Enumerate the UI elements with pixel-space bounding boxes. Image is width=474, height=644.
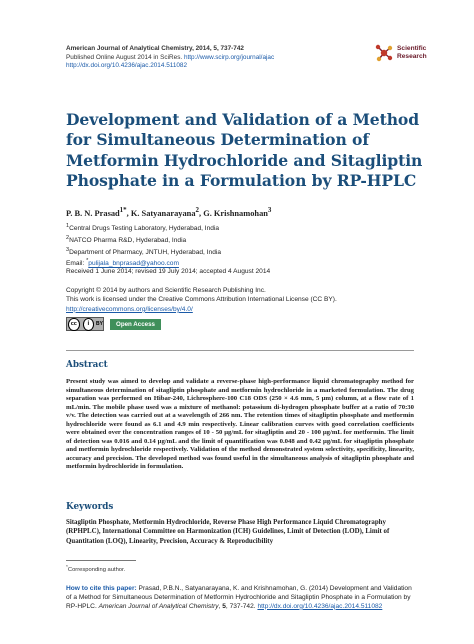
affiliations	[66, 222, 221, 269]
citation-doi-link[interactable]: http://dx.doi.org/10.4236/ajac.2014.511082	[257, 602, 383, 610]
footnote-divider	[66, 560, 136, 561]
keywords-text: Sitagliptin Phosphate, Metformin Hydrochloride, Reverse Phase High Performance Liquid Chromatography (RPHPLC), International Committee on Harmonization (ICH) Guidelines, Limit of Detection (LOD), Limit of Quantitation (LOQ), Linearity, Precision, Accuracy & Reproducibility	[66, 519, 390, 545]
abstract-heading: Abstract	[66, 360, 108, 370]
license-badges	[66, 317, 161, 331]
copyright-block	[66, 286, 337, 314]
author: P. B. N. Prasad$^{1*}$,	[66, 206, 131, 218]
journal-header	[66, 45, 356, 71]
molecule-logo-icon	[374, 43, 394, 63]
section-divider	[66, 350, 414, 351]
publisher-logo	[374, 43, 427, 63]
citation-block: How to cite this paper: Prasad, P.B.N., Satyanarayana, K. and Krishnamohan, G. (2014) Development and Validation of a Method for Simultaneous Determination of Metformin Hydrochloride and Sitagliptin Phosphate in a Formulation by RP-HPLC. American Journal of Analytical Chemistry, 5, 737-742. http://dx.doi.org/10.4236/ajac.2014.511082	[66, 585, 412, 610]
paper-title: Development and Validation of a Method for Simultaneous Determination of Metformin Hydrochloride and Sitagliptin Phosphate in a Formulation by RP-HPLC	[66, 110, 423, 191]
cc-by-badge-icon[interactable]: cc i BY	[66, 317, 104, 331]
author-list	[66, 206, 271, 218]
journal-link[interactable]: http://www.scirp.org/journal/ajac	[183, 53, 275, 61]
doi-link[interactable]: http://dx.doi.org/10.4236/ajac.2014.511082	[66, 62, 188, 70]
author: K. Satyanarayana$^2$,	[130, 206, 204, 218]
received-dates: Received 1 June 2014; revised 19 July 2014; accepted 4 August 2014	[66, 268, 271, 275]
affiliation-item: $^1$Central Drugs Testing Laboratory, Hyderabad, India	[66, 223, 220, 233]
abstract-text: Present study was aimed to develop and validate a reverse-phase high-performance liquid chromatography method for simultaneous determination of sitagliptin phosphate and metformin hydrochloride in a marketed formulation. The drug separation was performed on Hibar-240, Lichrosphere-100 C18 ODS (250 × 4.6 mm, 5 μm) column, at a flow rate of 1 mL/min. The mobile phase used was a mixture of methanol: potassium di-hydrogen phosphate buffer at a ratio of 70:30 v/v. The detection was carried out at a wavelength of 266 nm. The retention times of sitagliptin phosphate and metformin hydrochloride were found as 6.1 and 4.9 min respectively. Linear calibration curves with good correlation coefficients were obtained over the concentration ranges of 10 - 50 μg/mL for sitagliptin and 20 - 100 μg/mL for metformin. The limit of detection was 0.016 and 0.14 μg/mL and the limit of quantification was 0.048 and 0.42 μg/mL for sitagliptin phosphate and metformin hydrochloride respectively. Validation of the method demonstrated system selectivity, specificity, linearity, accuracy and precision. The developed method was found useful in the simultaneous analysis of sitagliptin phosphate and metformin hydrochloride in formulation.	[66, 378, 414, 471]
corresponding-author-note: *Corresponding author.	[66, 565, 126, 573]
affiliation-item: $^2$NATCO Pharma R&D, Hyderabad, India	[66, 234, 187, 244]
email-link[interactable]: pulijala_bnprasad@yahoo.com	[88, 260, 179, 268]
email-line: Email: *pulijala_bnprasad@yahoo.com	[66, 258, 179, 268]
published-line: Published Online August 2014 in SciRes. http://www.scirp.org/journal/ajac	[66, 53, 275, 61]
author: G. Krishnamohan$^3$	[203, 206, 272, 218]
license-line: This work is licensed under the Creative Commons Attribution International License (CC BY).	[66, 296, 337, 304]
doi-line	[66, 62, 356, 71]
copyright-line: Copyright © 2014 by authors and Scientific Research Publishing Inc.	[66, 287, 266, 294]
license-link[interactable]: http://creativecommons.org/licenses/by/4.0/	[66, 305, 193, 313]
open-access-badge[interactable]: Open Access	[110, 319, 161, 330]
citation-label: How to cite this paper:	[66, 585, 139, 592]
publisher-line2: Research	[397, 53, 427, 60]
affiliation-item: $^3$Department of Pharmacy, JNTUH, Hyderabad, India	[66, 246, 222, 256]
journal-name: American Journal of Analytical Chemistry, 2014, 5, 737-742	[66, 45, 244, 52]
publisher-line1: Scientific	[397, 45, 427, 53]
keywords-heading: Keywords	[66, 502, 114, 512]
